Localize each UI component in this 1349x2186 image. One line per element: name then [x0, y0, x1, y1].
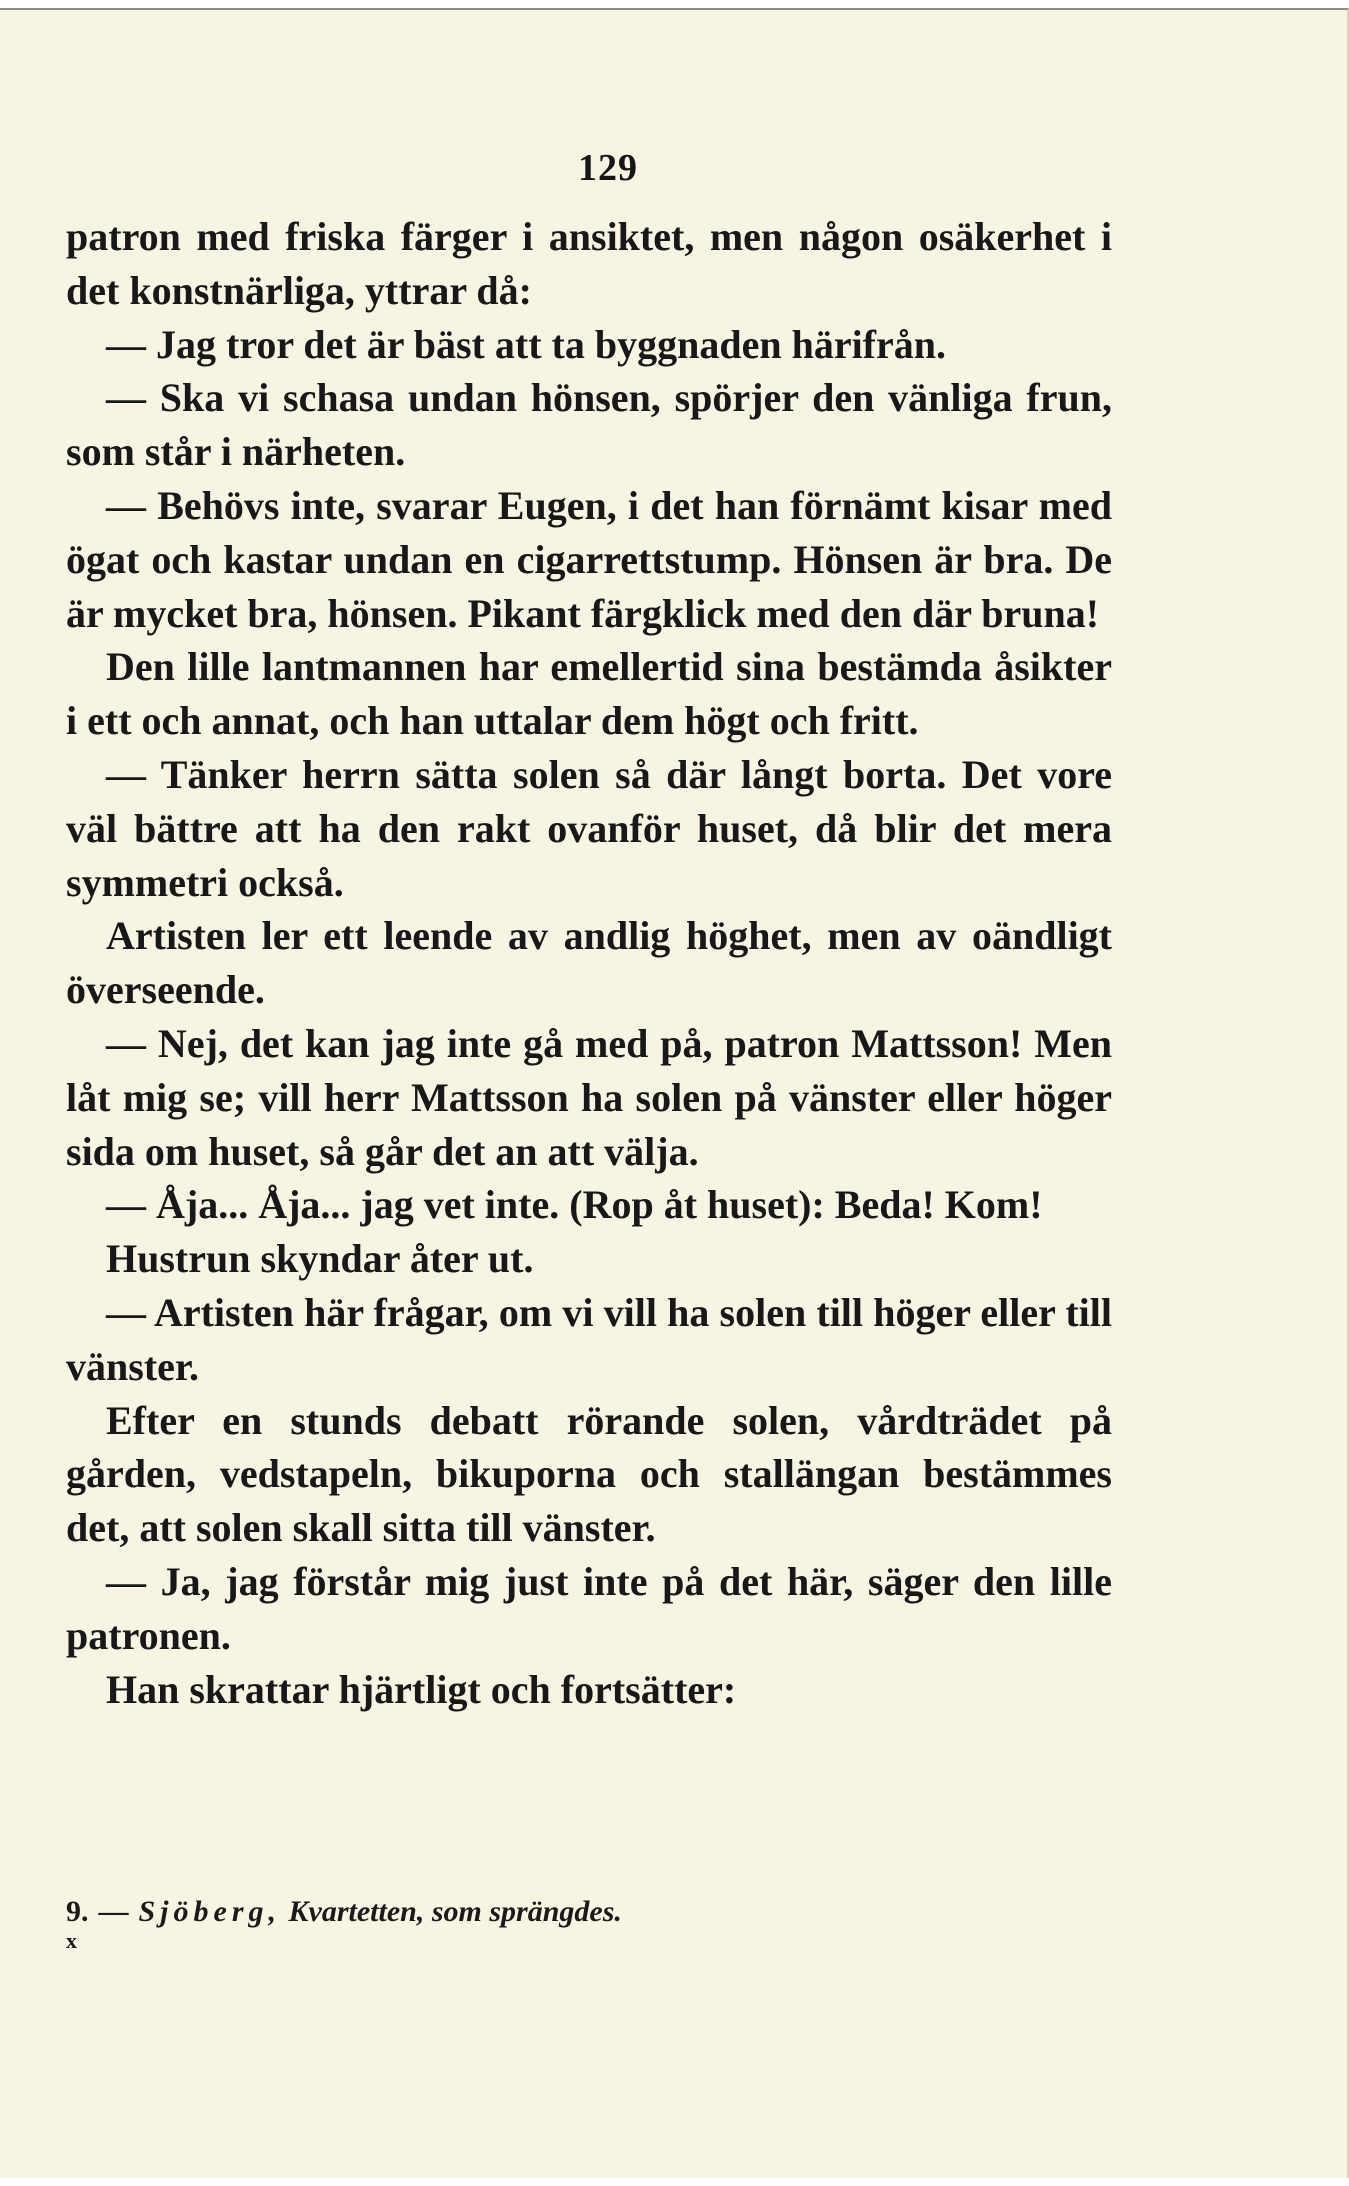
paragraph: — Åja... Åja... jag vet inte. (Rop åt huset): Beda! Kom! [106, 1182, 1043, 1228]
paragraph: — Ja, jag förstår mig just inte på det här, säger den lille patronen. [66, 1558, 1112, 1658]
paragraph: Han skrattar hjärtligt och fortsätter: [106, 1666, 737, 1712]
paragraph: Artisten ler ett leende av andlig höghet, men av oändligt överseende. [66, 913, 1112, 1013]
book-page [0, 8, 1349, 2178]
signature-sub-mark: x [66, 1928, 77, 1953]
paragraph: — Tänker herrn sätta solen så där långt borta. Det vore väl bättre att ha den rakt ovanför huset, då blir det mera symmetri också. [66, 751, 1112, 905]
paragraph: — Jag tror det är bäst att ta byggnaden härifrån. [106, 321, 946, 367]
paragraph: — Ska vi schasa undan hönsen, spörjer den vänliga frun, som står i närheten. [66, 375, 1112, 475]
paragraph: Efter en stunds debatt rörande solen, vårdträdet på gården, vedstapeln, bikuporna och stallängan bestämmes det, att solen skall sitta till vänster. [66, 1397, 1112, 1551]
footer-author: Sjöberg, [138, 1895, 282, 1928]
signature-mark: 9. [66, 1895, 89, 1928]
paragraph: — Artisten här frågar, om vi vill ha solen till höger eller till vänster. [66, 1289, 1112, 1389]
paragraph: Hustrun skyndar åter ut. [106, 1236, 534, 1282]
body-text [66, 210, 1112, 1716]
footer-signature-line [66, 1895, 622, 1929]
paragraph: — Behövs inte, svarar Eugen, i det han förnämt kisar med ögat och kastar undan en cigarrettstump. Hönsen är bra. De är mycket bra, hönsen. Pikant färgklick med den där bruna! [66, 482, 1112, 636]
paragraph: patron med friska färger i ansiktet, men någon osäkerhet i det konstnärliga, yttrar då: [66, 214, 1112, 313]
page-number: 129 [578, 147, 638, 189]
paragraph: — Nej, det kan jag inte gå med på, patron Mattsson! Men låt mig se; vill herr Mattsson ha solen på vänster eller höger sida om huset, så går det an att välja. [66, 1020, 1112, 1174]
footer-dash: — [98, 1895, 129, 1928]
footer-book-title: Kvartetten, som sprängdes. [288, 1895, 622, 1928]
paragraph: Den lille lantmannen har emellertid sina bestämda åsikter i ett och annat, och han uttalar dem högt och fritt. [66, 644, 1112, 744]
